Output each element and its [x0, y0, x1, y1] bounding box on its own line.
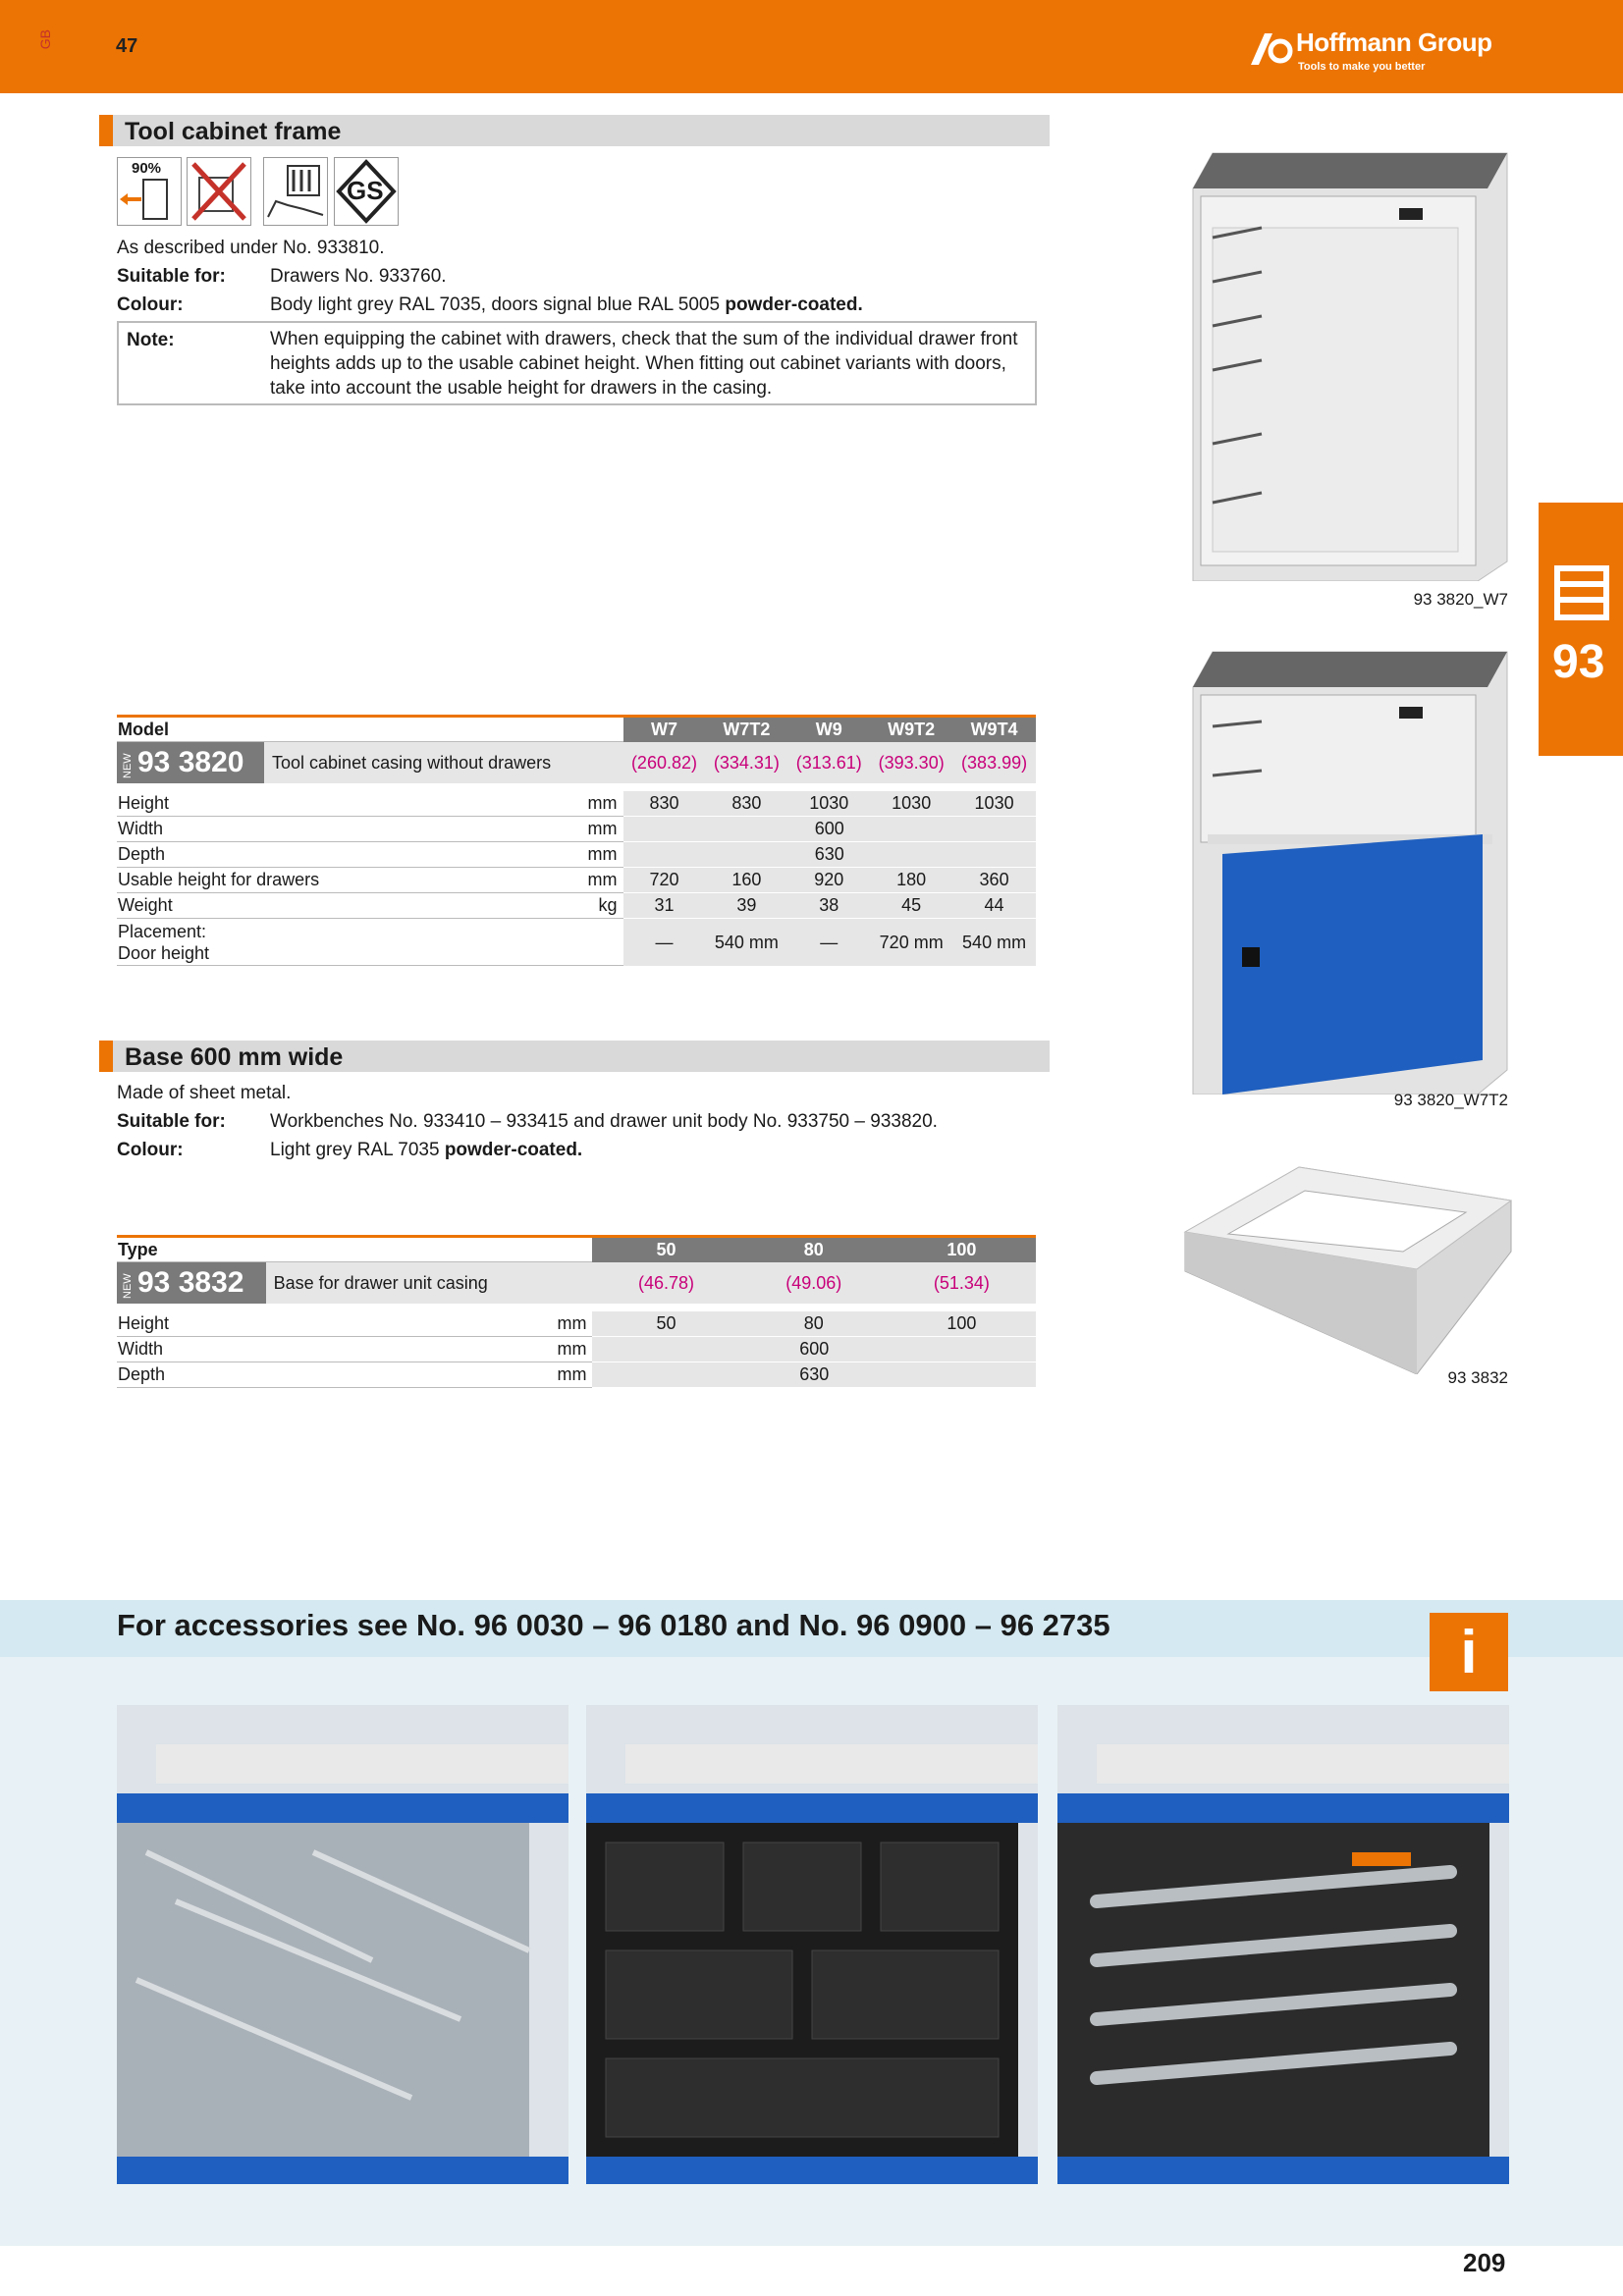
info-icon [1430, 1613, 1508, 1691]
info-letter: i [1460, 1619, 1478, 1686]
item-number-cell [117, 742, 264, 783]
chapter-tab [1539, 503, 1623, 756]
base-spec-table [117, 1235, 1036, 1388]
height-label: Height [117, 1311, 556, 1337]
cell: 360 [952, 868, 1036, 893]
cell: 630 [623, 842, 1036, 868]
colour-plain: Light grey RAL 7035 [270, 1140, 445, 1160]
cabinet-frame-image [1183, 149, 1512, 581]
cell: 630 [592, 1362, 1036, 1388]
base-suitable-value: Workbenches No. 933410 – 933415 and drawer unit body No. 933750 – 933820. [270, 1111, 938, 1132]
item-desc: Tool cabinet casing without drawers [264, 742, 623, 783]
chapter-number: 93 [1552, 636, 1605, 688]
cell: 31 [623, 893, 706, 919]
model-col: W9T4 [952, 715, 1036, 742]
height-label: Height [117, 791, 587, 817]
cabinet-spec-table [117, 715, 1036, 966]
drawer-cabinet-icon [1552, 563, 1611, 622]
cell: 39 [705, 893, 787, 919]
weight-label: Weight [117, 893, 587, 919]
door-height-text: Door height [118, 942, 210, 963]
model-col: W9 [787, 715, 870, 742]
cell: 540 mm [705, 919, 787, 966]
new-tag: NEW [122, 753, 134, 778]
colour-bold: powder-coated. [725, 294, 863, 315]
width-label: Width [117, 817, 587, 842]
type-col: 80 [740, 1235, 888, 1262]
cell: 1030 [952, 791, 1036, 817]
base-intro: Made of sheet metal. [117, 1083, 292, 1103]
cabinet-section-header [99, 115, 1050, 146]
item-number-cell [117, 1262, 266, 1304]
drawer-photo-fasteners [117, 1705, 568, 2184]
placement-text: Placement: [118, 921, 207, 941]
cell: 600 [592, 1337, 1036, 1362]
unit: mm [587, 791, 623, 817]
cell: 830 [705, 791, 787, 817]
cabinet-colour-label: Colour: [117, 294, 184, 315]
cell: 80 [740, 1311, 888, 1337]
unit: kg [587, 893, 623, 919]
price: (46.78) [592, 1262, 739, 1304]
no-return-icon [187, 157, 251, 226]
cabinet-w7t2-image [1183, 648, 1512, 1095]
depth-label: Depth [117, 1362, 556, 1388]
colour-bold: powder-coated. [444, 1140, 583, 1160]
drawer-photo-boxes [586, 1705, 1038, 2184]
extension-90-icon [117, 157, 182, 226]
new-tag: NEW [122, 1273, 134, 1299]
cell: 1030 [870, 791, 952, 817]
price: (49.06) [740, 1262, 888, 1304]
caption-base: 93 3832 [1447, 1368, 1508, 1387]
cell: — [787, 919, 870, 966]
model-col: W7T2 [705, 715, 787, 742]
price: (313.61) [787, 742, 870, 783]
base-colour-label: Colour: [117, 1140, 184, 1160]
gs-mark-icon [334, 157, 399, 226]
logo-tagline: Tools to make you better [1298, 61, 1426, 73]
cell: 44 [952, 893, 1036, 919]
unit: mm [587, 817, 623, 842]
note-text: When equipping the cabinet with drawers, check that the sum of the individual drawer front heights adds up to the usable cabinet height. When fitting out cabinet variants with doors, take into account the usable height for drawers in the casing. [270, 329, 1018, 399]
cell: 540 mm [952, 919, 1036, 966]
unit: mm [587, 842, 623, 868]
type-col: 100 [888, 1235, 1036, 1262]
base-colour-value [270, 1136, 582, 1164]
cabinet-suitable-label: Suitable for: [117, 266, 226, 287]
cell: 720 [623, 868, 706, 893]
note-box [117, 321, 1037, 405]
base-image [1181, 1163, 1515, 1374]
logo-mark-icon [1247, 29, 1294, 69]
page-number: 209 [1463, 2248, 1506, 2277]
cell: 1030 [787, 791, 870, 817]
price: (393.30) [870, 742, 952, 783]
section-number: 47 [116, 35, 138, 57]
model-label: Model [117, 715, 623, 742]
depth-label: Depth [117, 842, 587, 868]
price: (51.34) [888, 1262, 1036, 1304]
price: (260.82) [623, 742, 706, 783]
accessories-text: For accessories see No. 96 0030 – 96 0180 and No. 96 0900 – 96 2735 [117, 1608, 1110, 1642]
price: (334.31) [705, 742, 787, 783]
note-label: Note: [127, 330, 175, 350]
cell: — [623, 919, 706, 966]
drawer-load-icon [263, 157, 328, 226]
base-suitable-label: Suitable for: [117, 1111, 226, 1132]
unit: mm [556, 1311, 592, 1337]
cell: 45 [870, 893, 952, 919]
hoffmann-logo [1247, 24, 1512, 79]
placement-label [117, 919, 623, 966]
cell: 50 [592, 1311, 739, 1337]
unit: mm [556, 1337, 592, 1362]
unit: mm [556, 1362, 592, 1388]
cell: 100 [888, 1311, 1036, 1337]
item-number: 93 3820 [137, 746, 244, 778]
colour-plain: Body light grey RAL 7035, doors signal blue RAL 5005 [270, 294, 726, 315]
base-section-title: Base 600 mm wide [125, 1043, 344, 1071]
language-code: GB [37, 29, 53, 50]
cabinet-intro: As described under No. 933810. [117, 238, 385, 258]
cell: 180 [870, 868, 952, 893]
item-number: 93 3832 [137, 1266, 244, 1299]
drawer-photo-wrenches [1057, 1705, 1509, 2184]
unit: mm [587, 868, 623, 893]
cell: 38 [787, 893, 870, 919]
model-col: W9T2 [870, 715, 952, 742]
usable-height-label: Usable height for drawers [117, 868, 587, 893]
cell: 830 [623, 791, 706, 817]
base-section-header [99, 1041, 1050, 1072]
caption-w7t2: 93 3820_W7T2 [1393, 1091, 1508, 1109]
width-label: Width [117, 1337, 556, 1362]
icon-label-90: 90% [132, 160, 162, 177]
price: (383.99) [952, 742, 1036, 783]
caption-w7: 93 3820_W7 [1413, 590, 1508, 609]
type-label: Type [117, 1235, 592, 1262]
type-col: 50 [592, 1235, 739, 1262]
logo-name: Hoffmann Group [1296, 27, 1492, 57]
cabinet-colour-value [270, 291, 863, 319]
cell: 720 mm [870, 919, 952, 966]
cell: 600 [623, 817, 1036, 842]
gs-label: GS [347, 176, 384, 205]
model-col: W7 [623, 715, 706, 742]
item-desc: Base for drawer unit casing [266, 1262, 593, 1304]
cabinet-suitable-value: Drawers No. 933760. [270, 266, 447, 287]
cabinet-section-title: Tool cabinet frame [125, 118, 342, 145]
cell: 920 [787, 868, 870, 893]
cell: 160 [705, 868, 787, 893]
